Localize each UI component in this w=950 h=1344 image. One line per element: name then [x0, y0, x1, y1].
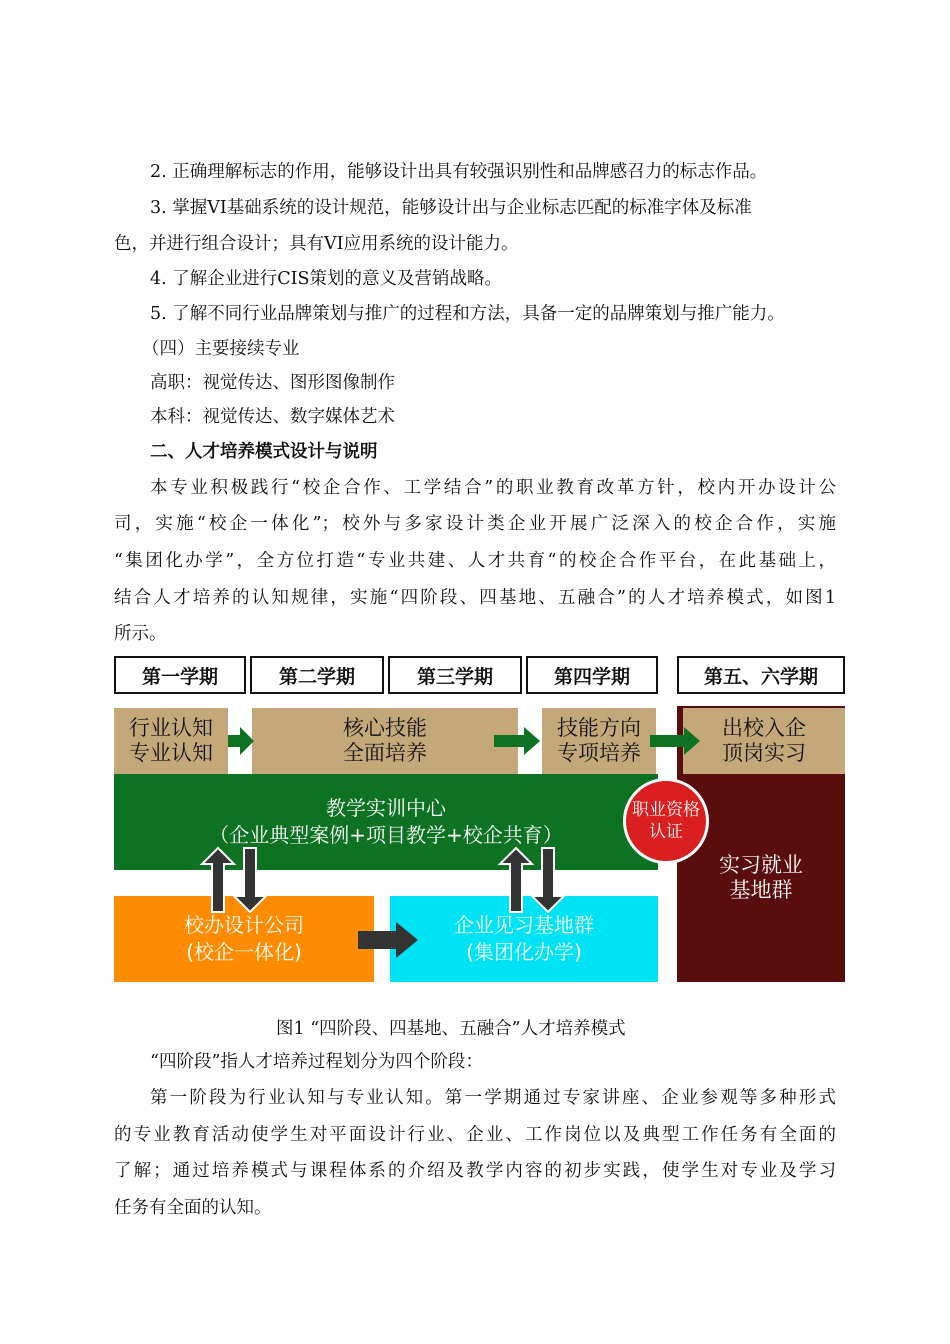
figure-caption: 图1 “四阶段、四基地、五融合”人才培养模式 [276, 1019, 626, 1039]
stage-2-block [252, 708, 518, 774]
stage-3-line2: 专项培养 [557, 741, 641, 765]
company-line1: 校办设计公司 [184, 913, 304, 937]
section-para-line: 本专业积极践行“校企合作、工学结合”的职业教育改革方针，校内开办设计公 [150, 478, 836, 498]
internship-line2: 基地群 [729, 878, 793, 902]
certification-badge [623, 778, 709, 864]
arrow-up-down-icon [202, 848, 266, 912]
stages-para-line: 第一阶段为行业认知与专业认知。第一学期通过专家讲座、企业参观等多种形式 [150, 1088, 836, 1108]
stages-para-line: 任务有全面的认知。 [114, 1198, 272, 1218]
section-para-line: “集团化办学”，全方位打造“专业共建、人才共育“的校企合作平台，在此基础上， [114, 551, 836, 571]
company-line2: (校企一体化) [186, 940, 302, 964]
stages-para-line: 了解；通过培养模式与课程体系的介绍及教学内容的初步实践，使学生对专业及学习 [114, 1161, 836, 1181]
semester-4: 第四学期 [526, 656, 658, 694]
cert-line2: 认证 [649, 822, 683, 842]
arrow-right-icon [228, 727, 254, 755]
stages-para-line: 的专业教育活动使学生对平面设计行业、企业、工作岗位以及典型工作任务有全面的 [114, 1125, 836, 1145]
stages-intro: “四阶段”指人才培养过程划分为四个阶段： [150, 1052, 483, 1072]
continuing-bachelor: 本科：视觉传达、数字媒体艺术 [150, 407, 395, 427]
stage-3-line1: 技能方向 [557, 716, 641, 740]
enterprise-line2: (集团化办学) [466, 940, 582, 964]
section-para-line: 司，实施“校企一体化”；校外与多家设计类企业开展广泛深入的校企合作，实施 [114, 514, 836, 534]
continuing-heading: （四）主要接续专业 [142, 339, 300, 359]
arrow-right-icon [358, 922, 418, 958]
stage-1-line2: 专业认知 [129, 741, 213, 765]
semester-2: 第二学期 [250, 656, 384, 694]
section-heading: 二、人才培养模式设计与说明 [150, 442, 378, 462]
objective-4: 4. 了解企业进行CIS策划的意义及营销战略。 [150, 269, 503, 289]
teaching-center-block [114, 774, 658, 870]
stage-1-line1: 行业认知 [129, 716, 213, 740]
stage-2-line1: 核心技能 [343, 716, 427, 740]
stage-2-line2: 全面培养 [343, 741, 427, 765]
objective-5: 5. 了解不同行业品牌策划与推广的过程和方法，具备一定的品牌策划与推广能力。 [150, 304, 785, 324]
talent-model-diagram [114, 656, 845, 982]
stage-4-block [683, 708, 845, 774]
arrow-right-icon [650, 727, 700, 755]
section-para-line: 所示。 [114, 624, 167, 644]
semester-3: 第三学期 [388, 656, 522, 694]
objective-3-line1: 3. 掌握VI基础系统的设计规范，能够设计出与企业标志匹配的标准字体及标准 [150, 198, 752, 218]
internship-line1: 实习就业 [719, 853, 803, 877]
continuing-higher-voc: 高职：视觉传达、图形图像制作 [150, 373, 395, 393]
objective-3-line2: 色，并进行组合设计；具有VI应用系统的设计能力。 [114, 234, 519, 254]
cert-line1: 职业资格 [632, 800, 700, 820]
stage-4-line2: 顶岗实习 [722, 741, 806, 765]
arrow-right-icon [494, 727, 540, 755]
internship-label [677, 846, 845, 910]
center-line1: 教学实训中心 [325, 796, 446, 820]
stage-1-block [114, 708, 228, 774]
arrow-up-down-icon [500, 848, 564, 912]
semester-5-6: 第五、六学期 [677, 656, 845, 694]
stage-4-line1: 出校入企 [722, 716, 806, 740]
center-line2: （企业典型案例+项目教学+校企共育） [209, 823, 563, 847]
stage-3-block [542, 708, 656, 774]
objective-2: 2. 正确理解标志的作用，能够设计出具有较强识别性和品牌感召力的标志作品。 [150, 162, 768, 182]
semester-1: 第一学期 [114, 656, 246, 694]
enterprise-line1: 企业见习基地群 [454, 913, 594, 937]
section-para-line: 结合人才培养的认知规律，实施“四阶段、四基地、五融合”的人才培养模式，如图1 [114, 588, 836, 608]
